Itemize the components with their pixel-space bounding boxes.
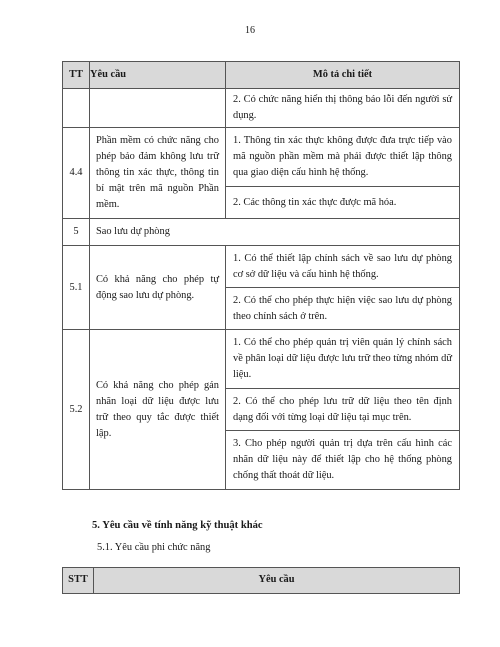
header-requirement: Yêu cầu <box>94 568 460 594</box>
header-stt: STT <box>63 568 94 594</box>
section-5-title: Sao lưu dự phòng <box>90 219 460 246</box>
subsection-heading: 5.1. Yêu cầu phi chức năng <box>97 542 211 553</box>
cell-desc-5-1-2: 2. Có thể cho phép thực hiện việc sao lưu dự phòng theo chính sách ở trên. <box>226 288 460 330</box>
table-header-row <box>63 568 460 594</box>
cell-tt-5-2: 5.2 <box>63 330 90 490</box>
header-tt: TT <box>63 62 90 89</box>
cell-tt-4-4: 4.4 <box>63 128 90 219</box>
cell-tt-5: 5 <box>63 219 90 246</box>
table-row <box>63 128 460 187</box>
cell-desc-4-4-2: 2. Các thông tin xác thực được mã hóa. <box>226 187 460 219</box>
cell-req-5-2: Có khả năng cho phép gán nhãn loại dữ liệu được lưu trữ theo quy tắc được thiết lập. <box>90 330 226 490</box>
section-heading: 5. Yêu cầu về tính năng kỹ thuật khác <box>92 520 263 531</box>
cell-req-4-4: Phần mềm có chức năng cho phép bảo đảm không lưu trữ thông tin xác thực, thông tin bí mật trên mã nguồn Phần mềm. <box>90 128 226 219</box>
table-row <box>63 219 460 246</box>
table-row <box>63 89 460 128</box>
cell-tt-empty <box>63 89 90 128</box>
cell-desc-4-4-1: 1. Thông tin xác thực không được đưa trực tiếp vào mã nguồn phần mềm mà phải được thiết lập thông qua giao diện cấu hình hệ thống. <box>226 128 460 187</box>
cell-desc-5-2-3: 3. Cho phép người quản trị dựa trên cấu hình các nhãn dữ liệu này để thiết lập cho hệ thống phòng chống thất thoát dữ liệu. <box>226 431 460 490</box>
cell-req-empty <box>90 89 226 128</box>
table-row <box>63 330 460 389</box>
non-functional-requirements-table <box>62 567 460 594</box>
cell-desc-5-2-1: 1. Có thể cho phép quản trị viên quản lý chính sách về phân loại dữ liệu được lưu trữ theo từng nhóm dữ liệu. <box>226 330 460 389</box>
cell-desc-5-2-2: 2. Có thể cho phép lưu trữ dữ liệu theo tên định dạng đối với từng loại dữ liệu tại mục trên. <box>226 389 460 431</box>
cell-desc-5-1-1: 1. Có thể thiết lập chính sách về sao lưu dự phòng cơ sở dữ liệu và cấu hình hệ thống. <box>226 246 460 288</box>
header-requirement: Yêu cầu <box>90 62 226 89</box>
header-description: Mô tả chi tiết <box>226 62 460 89</box>
table-header-row <box>63 62 460 89</box>
cell-desc-continued: 2. Có chức năng hiển thị thông báo lỗi đến người sử dụng. <box>226 89 460 128</box>
table-row <box>63 246 460 288</box>
cell-tt-5-1: 5.1 <box>63 246 90 330</box>
page-number: 16 <box>245 25 255 36</box>
requirements-table <box>62 61 460 490</box>
cell-req-5-1: Có khả năng cho phép tự động sao lưu dự phòng. <box>90 246 226 330</box>
